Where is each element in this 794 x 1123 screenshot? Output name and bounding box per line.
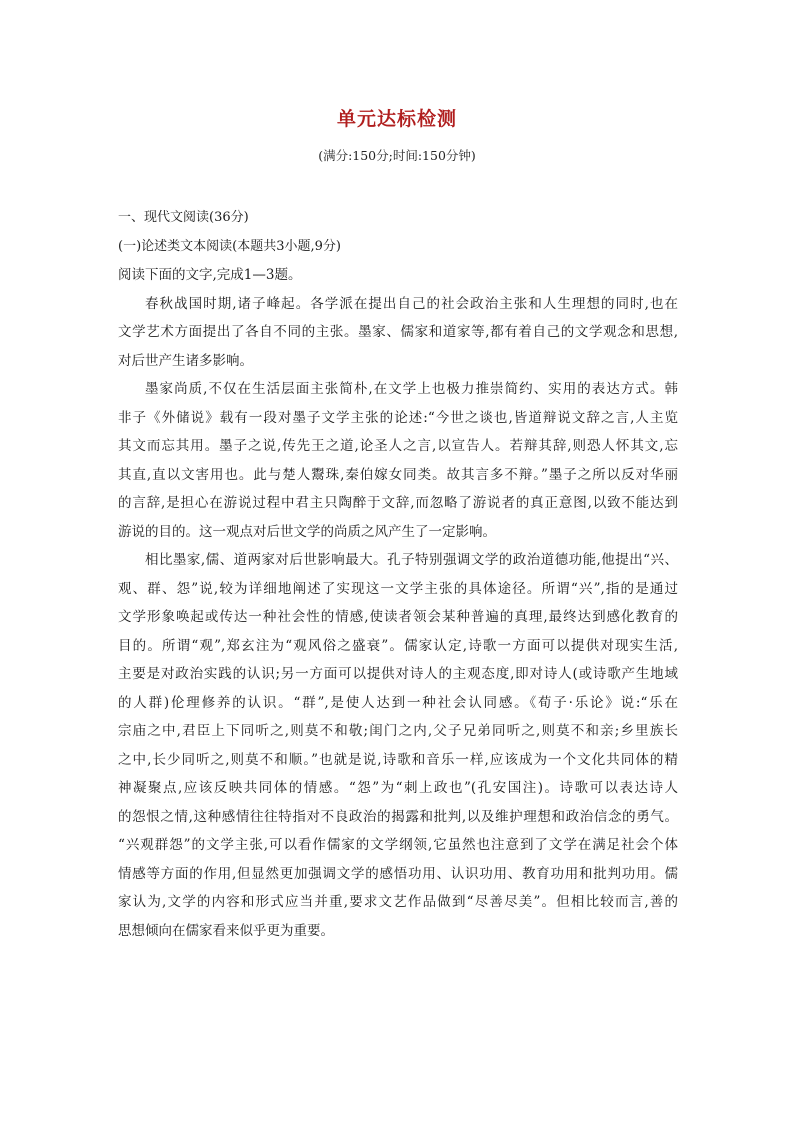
text-line: 的怨恨之情,这种感情往往特指对不良政治的揭露和批判,以及维护理想和政治信念的勇气。 [118, 808, 678, 825]
paragraph-1 [118, 290, 678, 376]
reading-instruction: 阅读下面的文字,完成1—3题。 [118, 267, 302, 283]
text-line: 神凝聚点,应该反映共同体的情感。“怨”为“刺上政也”(孔安国注)。诗歌可以表达诗人 [118, 780, 678, 796]
text-line: 家认为,文学的内容和形式应当并重,要求文艺作品做到“尽善尽美”。但相比较而言,善的 [118, 894, 678, 910]
text-line: 相比墨家,儒、道两家对后世影响最大。孔子特别强调文学的政治道德功能,他提出“兴、 [145, 552, 678, 568]
text-line: 文学形象唤起或传达一种社会性的情感,使读者领会某种普遍的真理,最终达到感化教育的 [118, 609, 678, 625]
text-line: 春秋战国时期,诸子峰起。各学派在提出自己的社会政治主张和人生理想的同时,也在 [145, 295, 678, 312]
text-line: 其文而忘其用。墨子之说,传先王之道,论圣人之言,以宣告人。若辩其辞,则恐人怀其文,忘 [118, 438, 678, 454]
text-line: 之中,长少同听之,则莫不和顺。”也就是说,诗歌和音乐一样,应该成为一个文化共同体的精 [118, 751, 678, 768]
text-line: 观、群、怨”说,较为详细地阐述了实现这一文学主张的具体途径。所谓“兴”,指的是通过 [118, 580, 678, 597]
text-line: “兴观群怨”的文学主张,可以看作儒家的文学纲领,它虽然也注意到了文学在满足社会个体 [118, 837, 678, 853]
text-line: 目的。所谓“观”,郑玄注为“观风俗之盛衰”。儒家认定,诗歌一方面可以提供对现实生活, [118, 637, 678, 654]
text-line: 文学艺术方面提出了各自不同的主张。墨家、儒家和道家等,都有着自己的文学观念和思想, [118, 324, 678, 340]
text-line: 情感等方面的作用,但显然更加强调文学的感悟功用、认识功用、教育功用和批判功用。儒 [118, 865, 678, 882]
document-title: 单元达标检测 [336, 108, 457, 130]
document-body [118, 204, 678, 945]
score-time-info: (满分:150分;时间:150分钟) [318, 148, 476, 163]
paragraph-3 [118, 546, 678, 945]
text-line: 其直,直以文害用也。此与楚人鬻珠,秦伯嫁女同类。故其言多不辩。”墨子之所以反对华丽 [118, 466, 678, 483]
text-line: 主要是对政治实践的认识;另一方面可以提供对诗人的主观态度,即对诗人(或诗歌产生地域 [118, 666, 678, 682]
text-line: 墨家尚质,不仅在生活层面主张简朴,在文学上也极力推崇简约、实用的表达方式。韩 [145, 381, 678, 397]
text-line: 思想倾向在儒家看来似乎更为重要。 [118, 922, 334, 939]
text-line: 的言辞,是担心在游说过程中君主只陶醉于文辞,而忽略了游说者的真正意图,以致不能达到 [118, 495, 678, 511]
text-line: 宗庙之中,君臣上下同听之,则莫不和敬;闺门之内,父子兄弟同听之,则莫不和亲;乡里族长 [118, 723, 678, 739]
text-line: 非子《外储说》载有一段对墨子文学主张的论述:“今世之谈也,皆道辩说文辞之言,人主览 [118, 409, 678, 426]
sub-section-heading: (一)论述类文本阅读(本题共3小题,9分) [118, 238, 341, 254]
text-line: 的人群)伦理修养的认识。“群”,是使人达到一种社会认同感。《荀子·乐论》说:“乐在 [118, 694, 678, 711]
paragraph-2 [118, 375, 678, 546]
text-line: 游说的目的。这一观点对后世文学的尚质之风产生了一定影响。 [118, 523, 496, 540]
text-line: 对后世产生诸多影响。 [118, 352, 253, 369]
section-heading: 一、现代文阅读(36分) [118, 210, 249, 225]
